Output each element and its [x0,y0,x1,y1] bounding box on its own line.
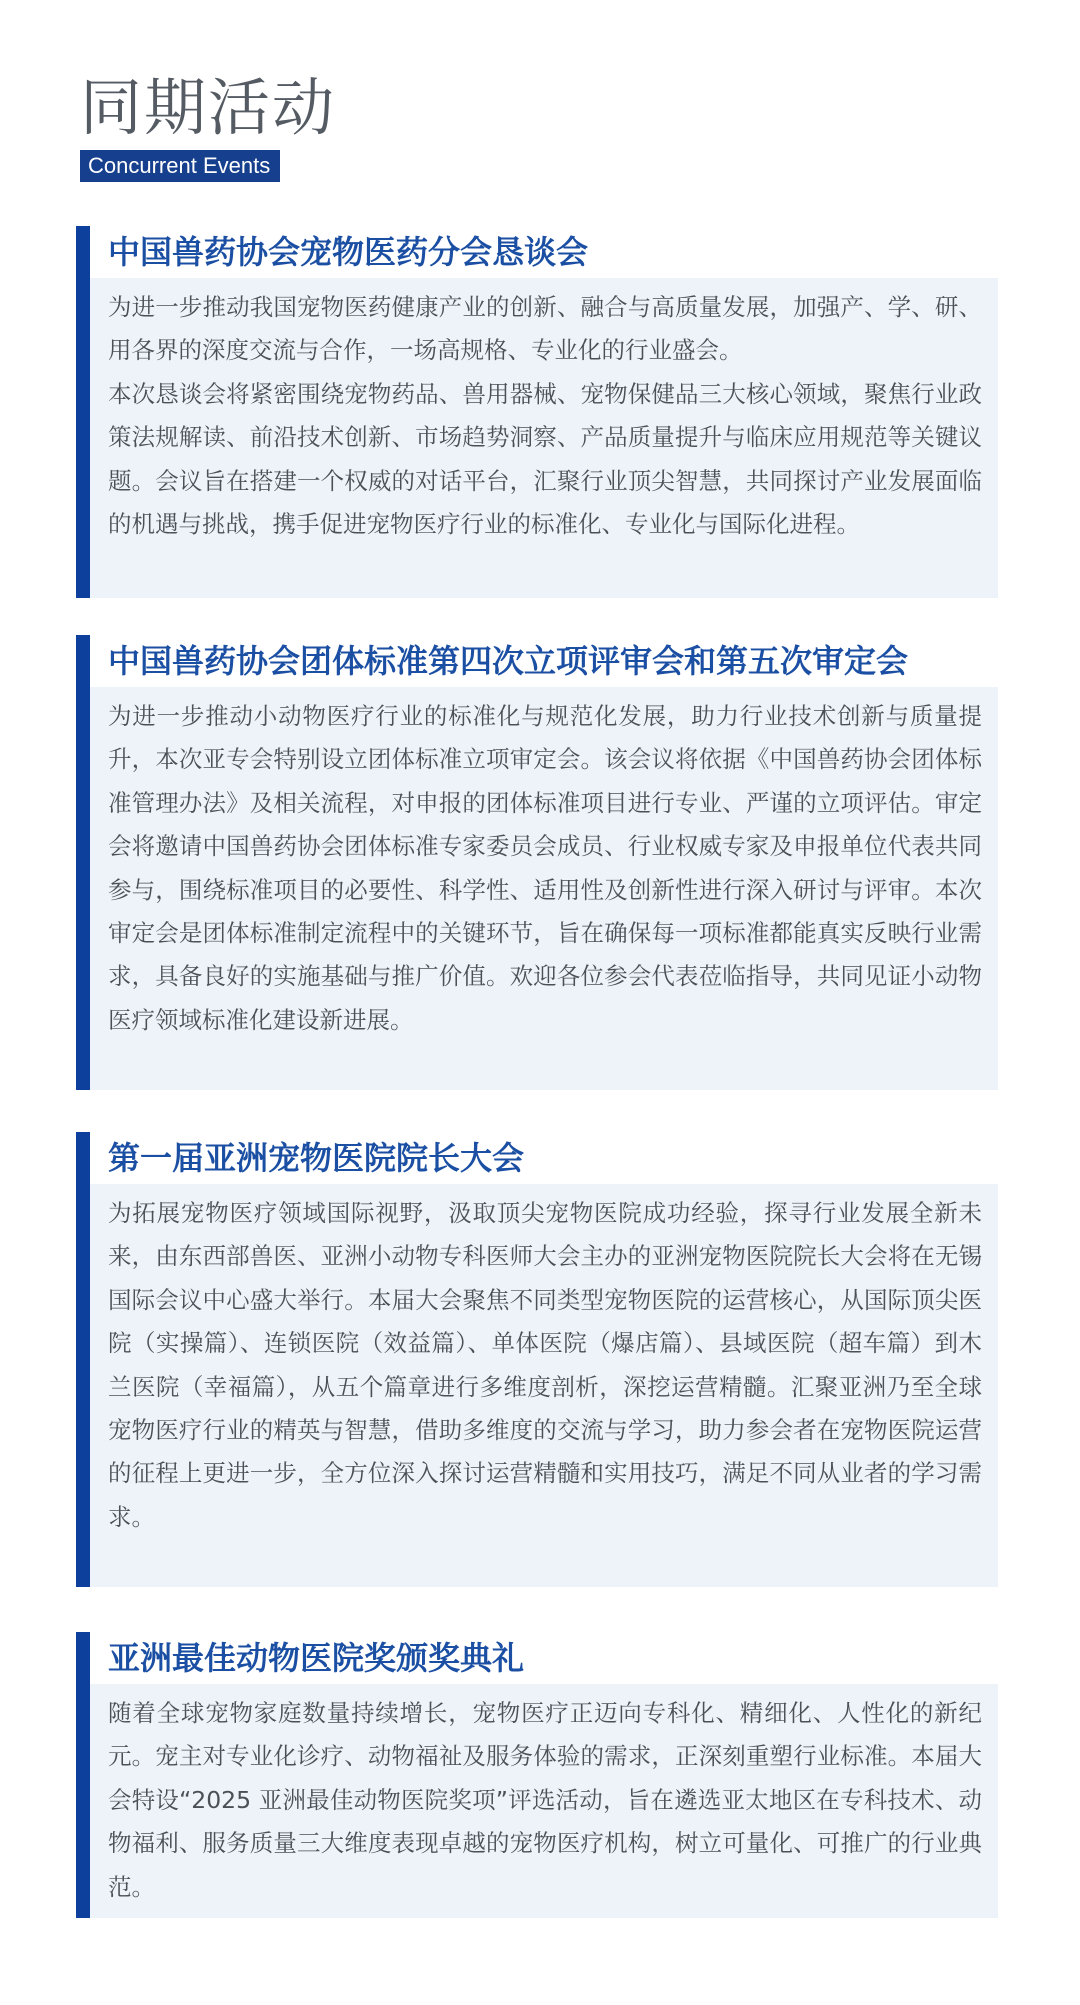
section-accent-bar [76,635,90,1090]
section-body-box [90,1184,998,1587]
section-heading: 第一届亚洲宠物医院院长大会 [108,1139,525,1177]
section-paragraph: 随着全球宠物家庭数量持续增长，宠物医疗正迈向专科化、精细化、人性化的新纪元。宠主对专业化诊疗、动物福祉及服务体验的需求，正深刻重塑行业标准。本届大会特设“2025 亚洲最佳动物医院奖项”评选活动，旨在遴选亚太地区在专科技术、动物福利、服务质量三大维度表现卓越的宠物医疗机构，树立可量化、可推广的行业典范。 [108,1699,982,1901]
section-accent-bar [76,1132,90,1587]
section-accent-bar [76,226,90,598]
section-body-box [90,1684,998,1918]
section-body-text [108,286,982,546]
section-body-text [108,695,982,1042]
event-section-best-hospital-awards [76,1632,998,1918]
page-title: 同期活动 [80,71,337,144]
section-heading: 亚洲最佳动物医院奖颁奖典礼 [108,1639,525,1677]
section-body-box [90,687,998,1090]
section-body-text [108,1192,982,1539]
page-subtitle-tag: Concurrent Events [80,150,280,182]
section-heading: 中国兽药协会宠物医药分会恳谈会 [108,233,589,271]
event-section-hospital-directors-conference [76,1132,998,1587]
section-paragraph: 为进一步推动我国宠物医药健康产业的创新、融合与高质量发展，加强产、学、研、用各界的深度交流与合作，一场高规格、专业化的行业盛会。 [108,293,982,365]
section-heading: 中国兽药协会团体标准第四次立项评审会和第五次审定会 [108,642,909,680]
section-body-text [108,1692,982,1909]
section-accent-bar [76,1632,90,1918]
section-paragraph: 为拓展宠物医疗领域国际视野，汲取顶尖宠物医院成功经验，探寻行业发展全新未来，由东西部兽医、亚洲小动物专科医师大会主办的亚洲宠物医院院长大会将在无锡国际会议中心盛大举行。本届大会聚焦不同类型宠物医院的运营核心，从国际顶尖医院（实操篇）、连锁医院（效益篇）、单体医院（爆店篇）、县域医院（超车篇）到木兰医院（幸福篇），从五个篇章进行多维度剖析，深挖运营精髓。汇聚亚洲乃至全球宠物医疗行业的精英与智慧，借助多维度的交流与学习，助力参会者在宠物医院运营的征程上更进一步，全方位深入探讨运营精髓和实用技巧，满足不同从业者的学习需求。 [108,1199,982,1531]
section-paragraph: 本次恳谈会将紧密围绕宠物药品、兽用器械、宠物保健品三大核心领域，聚焦行业政策法规解读、前沿技术创新、市场趋势洞察、产品质量提升与临床应用规范等关键议题。会议旨在搭建一个权威的对话平台，汇聚行业顶尖智慧，共同探讨产业发展面临的机遇与挑战，携手促进宠物医疗行业的标准化、专业化与国际化进程。 [108,379,982,539]
section-body-box [90,278,998,598]
section-paragraph: 为进一步推动小动物医疗行业的标准化与规范化发展，助力行业技术创新与质量提升，本次亚专会特别设立团体标准立项审定会。该会议将依据《中国兽药协会团体标准管理办法》及相关流程，对申报的团体标准项目进行专业、严谨的立项评估。审定会将邀请中国兽药协会团体标准专家委员会成员、行业权威专家及申报单位代表共同参与，围绕标准项目的必要性、科学性、适用性及创新性进行深入研讨与评审。本次审定会是团体标准制定流程中的关键环节，旨在确保每一项标准都能真实反映行业需求，具备良好的实施基础与推广价值。欢迎各位参会代表莅临指导，共同见证小动物医疗领域标准化建设新进展。 [108,702,982,1034]
event-section-pet-medicine-forum [76,226,998,598]
event-section-group-standard-review [76,635,998,1090]
